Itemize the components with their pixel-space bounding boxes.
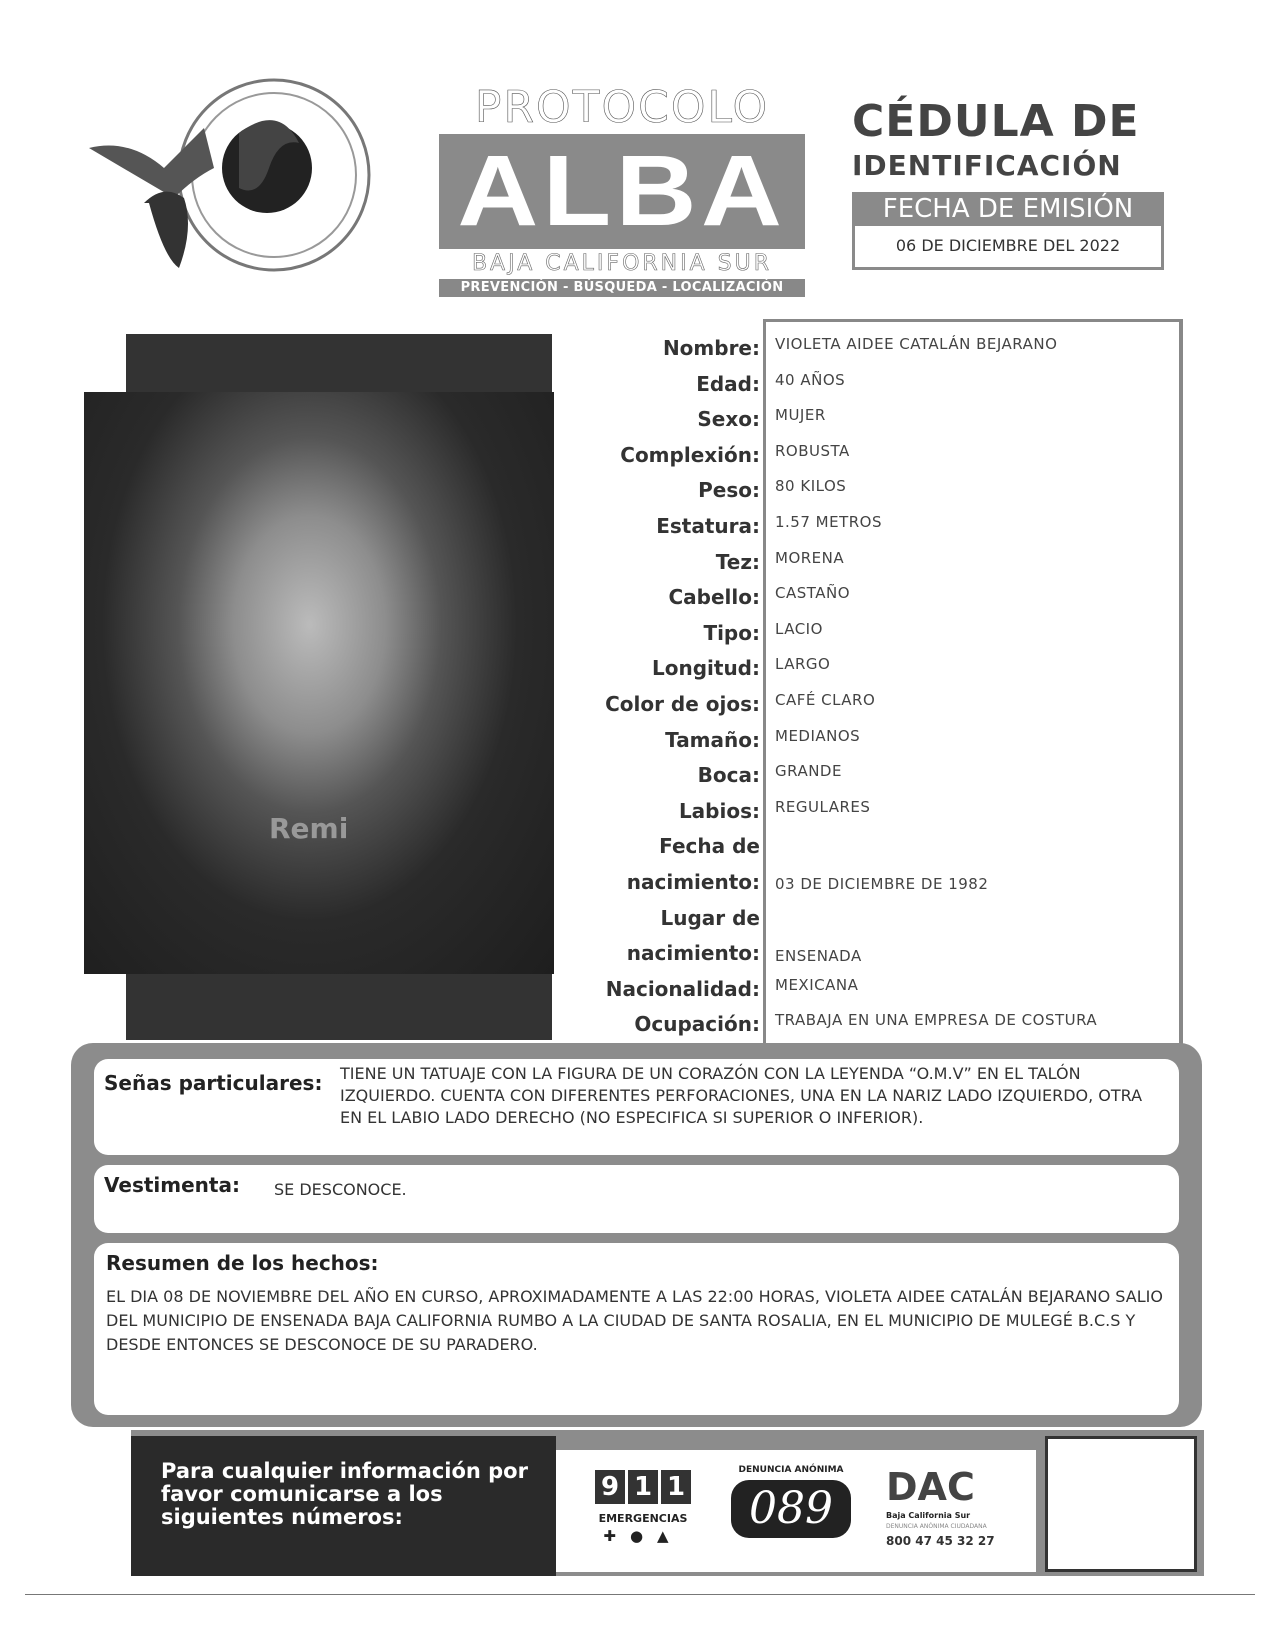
title-line-2: IDENTIFICACIÓN: [852, 149, 1122, 182]
field-label: Color de ojos:: [605, 691, 760, 716]
senas-box: [94, 1059, 1179, 1155]
field-value: VIOLETA AIDEE CATALÁN BEJARANO: [775, 335, 1058, 353]
field-label: Estatura:: [656, 513, 760, 538]
dac-region: Baja California Sur: [886, 1511, 971, 1520]
field-values: [775, 331, 1175, 1043]
contact-message: [131, 1436, 556, 1576]
field-value: LARGO: [775, 655, 831, 674]
resumen-box: [94, 1243, 1179, 1415]
field-label: Peso:: [698, 478, 760, 503]
protocolo-alba-logo: [439, 82, 805, 297]
protocolo-alba-emblem: [89, 73, 384, 278]
field-label: Nombre:: [662, 336, 760, 360]
vestimenta-label: Vestimenta:: [104, 1173, 240, 1197]
logo-region: BAJA CALIFORNIA SUR: [471, 251, 773, 276]
field-value: LACIO: [775, 619, 823, 638]
field-value: 1.57 METROS: [775, 512, 882, 531]
field-label: Complexión:: [620, 442, 760, 467]
field-label: Tamaño:: [665, 727, 760, 752]
field-label: Fecha de nacimiento:: [626, 834, 760, 894]
resumen-label: Resumen de los hechos:: [106, 1251, 379, 1275]
logo-protocolo: PROTOCOLO: [474, 82, 770, 133]
digit: 9: [595, 1470, 625, 1504]
senas-label: Señas particulares:: [104, 1071, 323, 1095]
field-label: Lugar de nacimiento:: [626, 905, 760, 966]
dac-logo: [886, 1464, 1031, 1550]
bottom-rule: [25, 1594, 1255, 1595]
details-panel: [71, 1043, 1202, 1427]
resumen-text: EL DIA 08 DE NOVIEMBRE DEL AÑO EN CURSO, APROXIMADAMENTE A LAS 22:00 HORAS, VIOLETA AIDEE CATALÁN BEJARANO SALIO DEL MUNICIPIO DE ENSENADA BAJA CALIFORNIA RUMBO A LA CIUDAD DE SANTA ROSALIA, EN EL MUNICIPIO DE MULEGÉ B.C.S Y DESDE ENTONCES SE DESCONOCE DE SU PARADERO.: [106, 1287, 1163, 1354]
field-label: Tipo:: [703, 620, 760, 645]
anonima-number: 089: [731, 1480, 851, 1538]
document-title: [852, 96, 1172, 270]
field-label: Sexo:: [697, 407, 760, 432]
field-value: MEXICANA: [775, 975, 859, 994]
field-value: MUJER: [775, 406, 826, 425]
field-label: Nacionalidad:: [605, 976, 760, 1001]
emergency-services-icons: ✚●▲: [603, 1527, 683, 1545]
field-value: ROBUSTA: [775, 441, 850, 460]
field-value: GRANDE: [775, 762, 842, 781]
field-value: MORENA: [775, 548, 845, 567]
field-value: MEDIANOS: [775, 726, 861, 745]
field-labels: [560, 331, 760, 1043]
field-label: Edad:: [696, 371, 760, 396]
field-value: 03 DE DICIEMBRE DE 1982: [775, 875, 989, 894]
logo-alba: ALBA: [457, 135, 787, 247]
denuncia-anonima-logo: [731, 1464, 851, 1538]
photo-watermark: Remi: [269, 812, 349, 845]
vestimenta-text: SE DESCONOCE.: [274, 1180, 407, 1199]
field-label: Labios:: [678, 798, 760, 823]
field-value: CAFÉ CLARO: [775, 690, 876, 709]
contact-text: Para cualquier información por favor comunicarse a los siguientes números:: [161, 1459, 528, 1529]
field-value: ENSENADA: [775, 946, 862, 965]
dac-phone: 800 47 45 32 27: [886, 1534, 995, 1548]
field-value: 80 KILOS: [775, 477, 847, 496]
logo-tagline: PREVENCIÓN - BÚSQUEDA - LOCALIZACIÓN: [439, 279, 805, 297]
field-label: Cabello:: [668, 585, 760, 610]
field-value: 40 AÑOS: [775, 370, 846, 389]
anonima-label: DENUNCIA ANÓNIMA: [738, 1465, 844, 1475]
field-value: REGULARES: [775, 797, 871, 816]
field-value: CASTAÑO: [775, 584, 851, 603]
digit: 1: [628, 1470, 658, 1504]
digit: 1: [661, 1470, 691, 1504]
field-label: Tez:: [715, 549, 760, 574]
emergencias-logo: [590, 1470, 696, 1545]
dac-name: DAC: [886, 1465, 975, 1509]
title-line-1: CÉDULA DE: [852, 96, 1140, 147]
hotlines: [556, 1450, 1036, 1572]
field-value: TRABAJA EN UNA EMPRESA DE COSTURA: [775, 1011, 1098, 1030]
issue-date-label: FECHA DE EMISIÓN: [852, 192, 1164, 226]
field-label: Longitud:: [651, 656, 760, 681]
emergencias-label: EMERGENCIAS: [598, 1512, 688, 1525]
issue-date: 06 DE DICIEMBRE DEL 2022: [852, 226, 1164, 270]
person-photo: [84, 392, 554, 974]
dac-subtitle: DENUNCIA ANÓNIMA CIUDADANA: [886, 1523, 987, 1530]
vestimenta-box: [94, 1165, 1179, 1233]
field-label: Ocupación:: [634, 1012, 760, 1037]
field-label: Boca:: [697, 763, 760, 788]
footer-blank-box: [1045, 1436, 1197, 1572]
senas-text: TIENE UN TATUAJE CON LA FIGURA DE UN CORAZÓN CON LA LEYENDA “O.M.V” EN EL TALÓN IZQUIERDO. CUENTA CON DIFERENTES PERFORACIONES, UNA EN LA NARIZ LADO IZQUIERDO, OTRA EN EL LABIO LADO DERECHO (NO ESPECIFICA SI SUPERIOR O INFERIOR).: [340, 1064, 1143, 1127]
